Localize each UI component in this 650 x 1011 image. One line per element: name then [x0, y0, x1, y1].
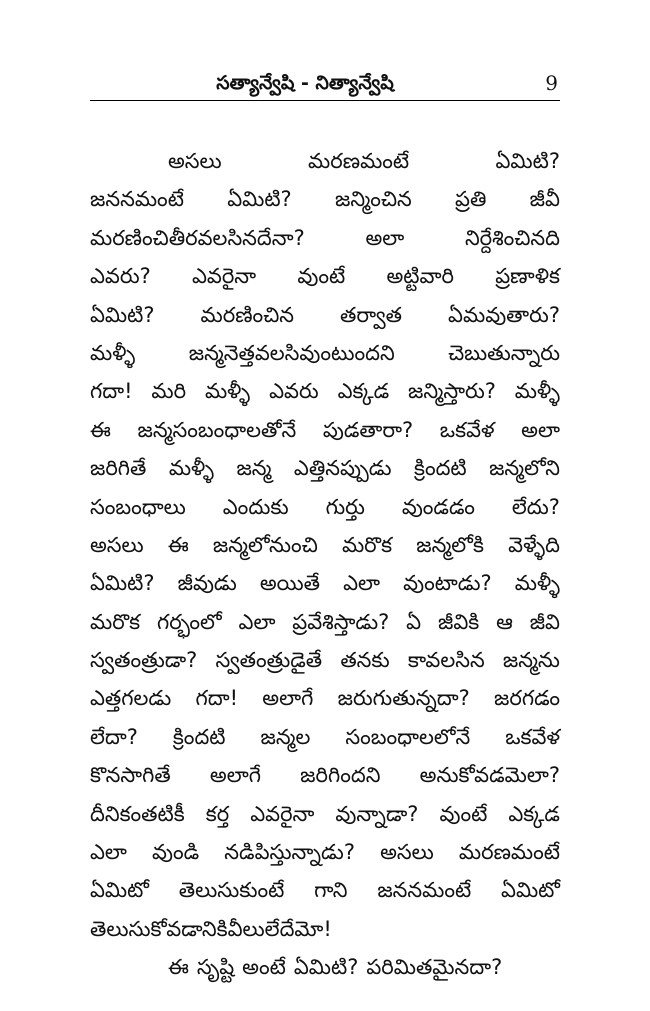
word: జన్మల: [260, 724, 311, 749]
word: క్రిందటి: [414, 456, 467, 481]
word: మరణించిన: [200, 302, 295, 327]
word: అయితే: [259, 571, 321, 596]
word: గర్భంలో: [157, 609, 222, 634]
word: పరిమితమైనదా?: [366, 955, 503, 980]
word: మళ్ళీ: [90, 340, 136, 365]
word: అలాగే: [209, 763, 261, 788]
text-line: [90, 180, 560, 218]
word: ఒకవేళ: [439, 417, 495, 442]
word: జన్మనెత్తవలసివుంటుందని: [188, 340, 395, 365]
word: అసలు: [90, 532, 144, 557]
word: అలాగే: [262, 686, 314, 711]
text-line: [90, 219, 560, 257]
word: ఏమిటి?: [90, 571, 155, 596]
word: వుండడం: [401, 494, 475, 519]
word: మరొక: [90, 609, 141, 634]
word: ఎవరైనా: [250, 801, 315, 826]
word: జీవికి: [437, 609, 480, 634]
word: ఎలా: [343, 571, 381, 596]
text-line: [90, 526, 560, 564]
word: నడిపిస్తున్నాడు?: [224, 840, 355, 865]
word: మళ్ళీ: [514, 571, 560, 596]
word: జన్మించిన: [334, 187, 412, 212]
word: మరణమంటే: [308, 149, 410, 173]
text-line: [90, 488, 560, 526]
word: ఎలా: [90, 840, 127, 865]
word: క్రిందటి: [172, 724, 226, 749]
word: జన్మ: [236, 456, 272, 481]
text-line: [90, 641, 560, 679]
word: మళ్ళీ: [514, 379, 560, 404]
word: అనుకోవడమెలా?: [419, 763, 560, 788]
book-title: సత్యాన్వేషి - నిత్యాన్వేషి: [216, 72, 394, 94]
word: జరిగిందని: [300, 763, 381, 788]
word: జరిగితే: [90, 456, 147, 481]
text-line: [90, 603, 560, 641]
word: అలా: [521, 417, 560, 442]
word: జరుగుతున్నదా?: [337, 686, 470, 711]
word: తెలుసుకుంటే: [178, 878, 285, 903]
word: పుడతారా?: [322, 417, 414, 442]
text-line: [90, 334, 560, 372]
word: జరగడం: [494, 686, 560, 711]
word: అలా: [365, 225, 405, 250]
text-line: [90, 679, 560, 717]
word: ఎలా: [238, 609, 276, 634]
word: వున్నాడా?: [335, 801, 419, 826]
word: ఏమిటి?: [227, 187, 292, 212]
word: స్వతంత్రుడైతే: [215, 648, 323, 673]
word: ఎక్కడ: [337, 379, 390, 404]
word: ఎవరు: [269, 379, 319, 404]
word: గదా!: [90, 379, 133, 404]
word: ఏమిటి?: [90, 302, 155, 327]
word: జననమంటే: [377, 878, 472, 903]
text-line: [90, 948, 560, 986]
word: ఈ: [168, 955, 189, 980]
word: కావలసిన: [407, 648, 485, 673]
text-line: [90, 718, 560, 756]
word: ప్రవేశిస్తాడు?: [292, 609, 390, 634]
word: ఆ: [496, 609, 513, 634]
word: దీనికంతటికీ: [90, 801, 185, 826]
word: మరణించితీరవలసినదేనా?: [90, 225, 305, 250]
text-line: [90, 910, 560, 948]
word: లేదు?: [511, 494, 560, 519]
text-line: [90, 833, 560, 871]
word: అసలు: [168, 149, 222, 173]
word: మరొక: [341, 532, 393, 557]
word: గాని: [314, 878, 348, 903]
text-line: [90, 564, 560, 602]
word: ఏమిటో: [501, 878, 560, 903]
word: మళ్ళీ: [168, 456, 215, 481]
text-line: [90, 257, 560, 295]
word: సంబంధాలు: [90, 494, 186, 519]
word: వెళ్ళేది: [508, 532, 560, 557]
word: మరణమంటే: [458, 840, 560, 865]
text-line: [90, 142, 560, 180]
word: ఏ: [406, 609, 422, 634]
word: ఎవరు?: [90, 264, 151, 289]
text-line: [90, 871, 560, 909]
word: ఏమిటో: [90, 878, 149, 903]
word: జన్మిస్తారు?: [408, 379, 496, 404]
word: తెలుసుకోవడానికి: [90, 916, 228, 941]
word: ఏమిటి?: [293, 955, 359, 980]
running-header: [90, 66, 560, 100]
word: నిర్దేశించినది: [464, 225, 560, 250]
word: గుర్తు: [325, 494, 365, 519]
word: వీలులేదేమో!: [227, 916, 332, 941]
word: ఈ: [90, 417, 111, 442]
header-rule: [90, 100, 560, 101]
word: అట్టివారి: [386, 264, 454, 289]
page-number: 9: [545, 71, 558, 95]
word: ప్రణాళిక: [495, 264, 560, 289]
text-line: [90, 296, 560, 334]
body-text: [90, 142, 560, 987]
word: వుంటే: [297, 264, 346, 289]
text-line: [90, 756, 560, 794]
word: అసలు: [380, 840, 434, 865]
text-line: [90, 795, 560, 833]
text-line: [90, 411, 560, 449]
word: ఎందుకు: [222, 494, 289, 519]
word: జీవి: [529, 609, 560, 634]
word: చెబుతున్నారు: [448, 340, 560, 365]
text-line: [90, 372, 560, 410]
word: కర్త: [205, 801, 230, 826]
word: వుంటాడు?: [403, 571, 492, 596]
word: జన్మలోని: [489, 456, 560, 481]
word: ఏమవుతారు?: [448, 302, 560, 327]
word: జన్మలోనుంచి: [212, 532, 318, 557]
word: జననమంటే: [90, 187, 184, 212]
word: సృష్టి: [196, 955, 235, 980]
word: జన్మసంబంధాలతోనే: [137, 417, 297, 442]
word: తర్వాత: [340, 302, 403, 327]
word: ఎక్కడ: [508, 801, 560, 826]
word: ఎత్తినప్పుడు: [293, 456, 392, 481]
word: జన్మను: [502, 648, 560, 673]
word: మళ్ళీ: [204, 379, 251, 404]
word: తనకు: [340, 648, 390, 673]
word: ఏమిటి?: [495, 149, 560, 173]
text-line: [90, 449, 560, 487]
word: లేదా?: [90, 724, 138, 749]
word: ఈ: [167, 532, 189, 557]
word: జీవీ: [529, 187, 560, 212]
word: ఎత్తగలడు: [90, 686, 172, 711]
word: జీవుడు: [177, 571, 237, 596]
word: జన్మలోకి: [416, 532, 484, 557]
word: కొనసాగితే: [90, 763, 171, 788]
word: స్వతంత్రుడా?: [90, 648, 198, 673]
word: ప్రతి: [455, 187, 487, 212]
word: వుండి: [152, 840, 200, 865]
word: మరి: [151, 379, 187, 404]
word: ఒకవేళ: [505, 724, 560, 749]
word: అంటే: [242, 955, 286, 980]
word: గదా!: [195, 686, 239, 711]
word: ఎవరైనా: [191, 264, 257, 289]
word: సంబంధాలలోనే: [345, 724, 471, 749]
word: వుంటే: [439, 801, 488, 826]
